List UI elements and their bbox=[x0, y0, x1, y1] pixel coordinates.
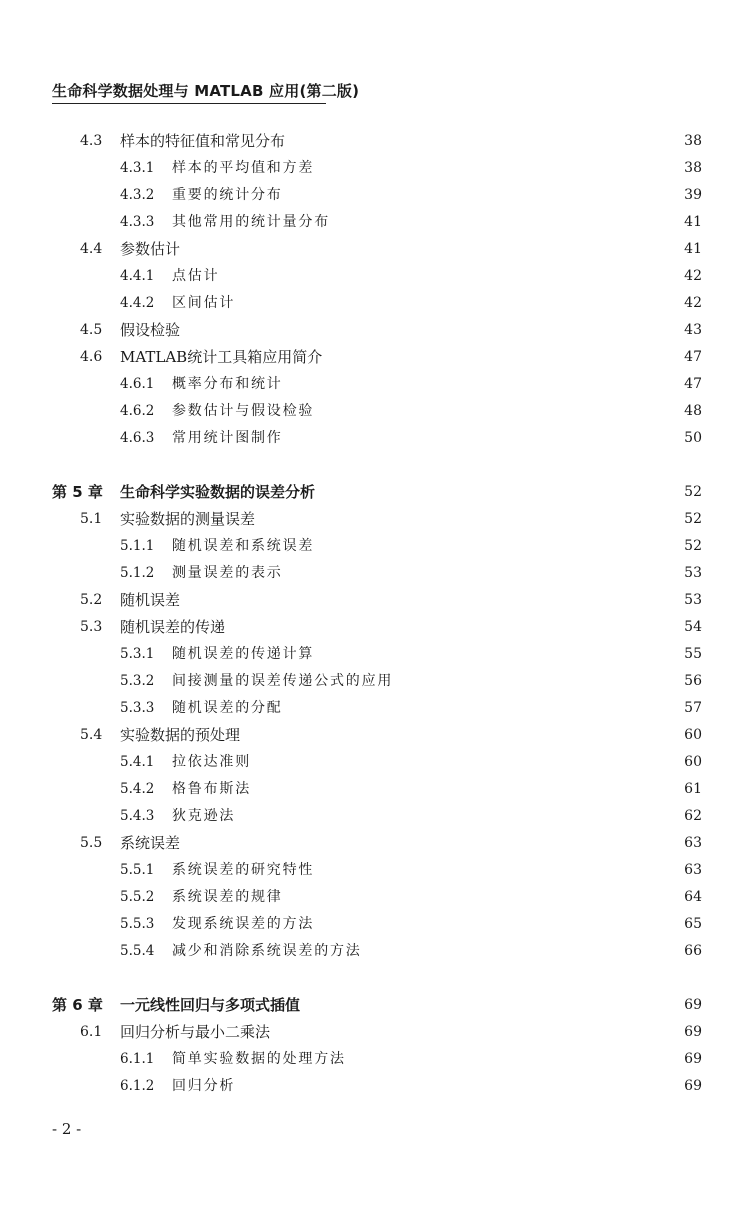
toc-entry-page: 52 bbox=[684, 484, 702, 500]
toc-entry-title: 参数估计 bbox=[120, 240, 181, 258]
toc-entry-title: 样本的平均值和方差 bbox=[172, 160, 315, 176]
toc-entry-page: 65 bbox=[684, 916, 702, 932]
toc-leader-dots bbox=[293, 371, 676, 398]
toc-leader-dots bbox=[293, 884, 676, 911]
toc-entry-number: 4.3.1 bbox=[120, 160, 155, 176]
toc-chapter[interactable] bbox=[0, 992, 750, 1019]
toc-entry-number: 5.5.3 bbox=[120, 916, 155, 932]
toc-entry-number: 5.4.3 bbox=[120, 808, 155, 824]
toc-entry[interactable] bbox=[0, 749, 750, 776]
toc-entry[interactable] bbox=[0, 641, 750, 668]
toc-leader-dots bbox=[261, 749, 676, 776]
page-number: - 2 - bbox=[52, 1120, 82, 1138]
toc-entry[interactable] bbox=[0, 1046, 750, 1073]
toc-leader-dots bbox=[310, 992, 676, 1019]
toc-entry[interactable] bbox=[0, 884, 750, 911]
toc-entry-number: 5.3 bbox=[80, 619, 103, 635]
toc-entry-title: 狄克逊法 bbox=[172, 808, 236, 824]
toc-entry-page: 69 bbox=[684, 1051, 702, 1067]
toc-entry[interactable] bbox=[0, 533, 750, 560]
toc-leader-dots bbox=[293, 425, 676, 452]
toc-entry-title: 随机误差的分配 bbox=[172, 700, 283, 716]
toc-entry[interactable] bbox=[0, 830, 750, 857]
toc-leader-dots bbox=[324, 155, 676, 182]
toc-entry-page: 43 bbox=[684, 322, 702, 338]
toc-entry[interactable] bbox=[0, 236, 750, 263]
toc-entry-number: 4.3 bbox=[80, 133, 103, 149]
toc-entry-page: 53 bbox=[684, 565, 702, 581]
toc-entry-title: 重要的统计分布 bbox=[172, 187, 283, 203]
toc-entry-number: 4.6.2 bbox=[120, 403, 155, 419]
toc-leader-dots bbox=[324, 398, 676, 425]
toc-entry-page: 52 bbox=[684, 538, 702, 554]
toc-entry-title: 格鲁布斯法 bbox=[172, 781, 251, 797]
toc-entry-page: 42 bbox=[684, 295, 702, 311]
toc-entry-page: 60 bbox=[684, 727, 702, 743]
toc-entry[interactable] bbox=[0, 182, 750, 209]
toc-leader-dots bbox=[245, 290, 676, 317]
toc-entry-page: 63 bbox=[684, 862, 702, 878]
toc-leader-dots bbox=[190, 236, 676, 263]
toc-entry-page: 56 bbox=[684, 673, 702, 689]
toc-entry-page: 39 bbox=[684, 187, 702, 203]
toc-leader-dots bbox=[245, 1073, 676, 1100]
toc-entry[interactable] bbox=[0, 1019, 750, 1046]
toc-entry-number: 5.1.1 bbox=[120, 538, 155, 554]
toc-entry[interactable] bbox=[0, 344, 750, 371]
toc-leader-dots bbox=[332, 344, 676, 371]
toc-entry-number: 5.4.2 bbox=[120, 781, 155, 797]
toc-entry-page: 69 bbox=[684, 1078, 702, 1094]
toc-leader-dots bbox=[250, 722, 676, 749]
toc-entry-title: MATLAB统计工具箱应用简介 bbox=[120, 348, 323, 366]
toc-entry-title: 概率分布和统计 bbox=[172, 376, 283, 392]
toc-entry-title: 系统误差 bbox=[120, 834, 181, 852]
toc-entry-page: 52 bbox=[684, 511, 702, 527]
toc-entry-number: 4.4.1 bbox=[120, 268, 155, 284]
toc-entry[interactable] bbox=[0, 398, 750, 425]
toc-leader-dots bbox=[325, 479, 676, 506]
toc-entry-number: 5.1 bbox=[80, 511, 103, 527]
toc-entry-number: 5.3.1 bbox=[120, 646, 155, 662]
toc-entry-number: 5.4 bbox=[80, 727, 103, 743]
toc-entry-title: 常用统计图制作 bbox=[172, 430, 283, 446]
toc-entry-number: 5.5.2 bbox=[120, 889, 155, 905]
toc-entry-page: 64 bbox=[684, 889, 702, 905]
toc-leader-dots bbox=[190, 830, 676, 857]
toc-leader-dots bbox=[340, 209, 676, 236]
toc-chapter[interactable] bbox=[0, 479, 750, 506]
toc-entry-title: 区间估计 bbox=[172, 295, 236, 311]
toc-leader-dots bbox=[324, 857, 676, 884]
toc-leader-dots bbox=[324, 911, 676, 938]
toc-entry-title: 间接测量的误差传递公式的应用 bbox=[172, 673, 394, 689]
toc-entry[interactable] bbox=[0, 155, 750, 182]
toc-entry-page: 53 bbox=[684, 592, 702, 608]
toc-entry-number: 4.3.3 bbox=[120, 214, 155, 230]
toc-entry-page: 66 bbox=[684, 943, 702, 959]
toc-entry[interactable] bbox=[0, 695, 750, 722]
toc-entry-page: 50 bbox=[684, 430, 702, 446]
toc-entry-page: 55 bbox=[684, 646, 702, 662]
toc-entry-title: 点估计 bbox=[172, 268, 220, 284]
toc-entry-page: 60 bbox=[684, 754, 702, 770]
toc-entry-page: 47 bbox=[684, 349, 702, 365]
toc-leader-dots bbox=[293, 695, 676, 722]
toc-entry-title: 随机误差和系统误差 bbox=[172, 538, 315, 554]
toc-entry[interactable] bbox=[0, 560, 750, 587]
running-header: 生命科学数据处理与 MATLAB 应用(第二版) bbox=[52, 82, 360, 100]
toc-entry-title: 拉依达准则 bbox=[172, 754, 251, 770]
toc-entry-number: 6.1.2 bbox=[120, 1078, 155, 1094]
toc-entry-page: 54 bbox=[684, 619, 702, 635]
toc-entry-number: 4.5 bbox=[80, 322, 103, 338]
toc-entry-title: 简单实验数据的处理方法 bbox=[172, 1051, 346, 1067]
toc-entry-page: 63 bbox=[684, 835, 702, 851]
toc-leader-dots bbox=[190, 317, 676, 344]
toc-leader-dots bbox=[235, 614, 676, 641]
toc-entry[interactable] bbox=[0, 263, 750, 290]
toc-entry-page: 61 bbox=[684, 781, 702, 797]
toc-leader-dots bbox=[372, 938, 676, 965]
toc-entry[interactable] bbox=[0, 128, 750, 155]
toc-entry[interactable] bbox=[0, 209, 750, 236]
toc-entry-title: 系统误差的规律 bbox=[172, 889, 283, 905]
toc-entry-title: 随机误差 bbox=[120, 591, 181, 609]
toc-entry[interactable] bbox=[0, 722, 750, 749]
toc-entry-page: 38 bbox=[684, 133, 702, 149]
toc-entry-title: 测量误差的表示 bbox=[172, 565, 283, 581]
toc-entry-number: 6.1 bbox=[80, 1024, 103, 1040]
toc-entry[interactable] bbox=[0, 587, 750, 614]
toc-entry[interactable] bbox=[0, 668, 750, 695]
toc-entry-number: 4.6 bbox=[80, 349, 103, 365]
toc-entry[interactable] bbox=[0, 911, 750, 938]
toc-entry-title: 参数估计与假设检验 bbox=[172, 403, 315, 419]
toc-entry-title: 实验数据的测量误差 bbox=[120, 510, 256, 528]
toc-entry[interactable] bbox=[0, 938, 750, 965]
toc-leader-dots bbox=[295, 128, 676, 155]
toc-leader-dots bbox=[229, 263, 676, 290]
toc-entry-number: 第 6 章 bbox=[52, 996, 103, 1014]
toc-entry-title: 随机误差的传递计算 bbox=[172, 646, 315, 662]
toc-entry-title: 回归分析 bbox=[172, 1078, 236, 1094]
toc-leader-dots bbox=[324, 533, 676, 560]
toc-entry-page: 42 bbox=[684, 268, 702, 284]
toc-entry-number: 第 5 章 bbox=[52, 483, 103, 501]
toc-entry-title: 一元线性回归与多项式插值 bbox=[120, 996, 301, 1014]
toc-entry-page: 57 bbox=[684, 700, 702, 716]
toc-entry[interactable] bbox=[0, 803, 750, 830]
toc-entry-number: 4.3.2 bbox=[120, 187, 155, 203]
toc-entry-number: 4.4.2 bbox=[120, 295, 155, 311]
toc-leader-dots bbox=[261, 776, 676, 803]
toc-entry-number: 5.5.1 bbox=[120, 862, 155, 878]
toc-entry-title: 生命科学实验数据的误差分析 bbox=[120, 483, 316, 501]
toc-entry-number: 5.5 bbox=[80, 835, 103, 851]
toc-leader-dots bbox=[293, 560, 676, 587]
toc-entry[interactable] bbox=[0, 425, 750, 452]
toc-entry-title: 发现系统误差的方法 bbox=[172, 916, 315, 932]
toc-entry-title: 假设检验 bbox=[120, 321, 181, 339]
toc-leader-dots bbox=[265, 506, 676, 533]
toc-leader-dots bbox=[356, 1046, 676, 1073]
toc-entry-title: 样本的特征值和常见分布 bbox=[120, 132, 286, 150]
toc-leader-dots bbox=[245, 803, 676, 830]
toc-leader-dots bbox=[403, 668, 676, 695]
toc-entry-page: 62 bbox=[684, 808, 702, 824]
toc-entry-number: 5.3.2 bbox=[120, 673, 155, 689]
toc-entry-page: 38 bbox=[684, 160, 702, 176]
toc-entry-page: 48 bbox=[684, 403, 702, 419]
toc-entry-title: 系统误差的研究特性 bbox=[172, 862, 315, 878]
toc-entry-page: 69 bbox=[684, 997, 702, 1013]
toc-entry[interactable] bbox=[0, 614, 750, 641]
toc-entry-number: 5.1.2 bbox=[120, 565, 155, 581]
toc-entry-page: 41 bbox=[684, 241, 702, 257]
toc-entry-number: 5.2 bbox=[80, 592, 103, 608]
toc-leader-dots bbox=[324, 641, 676, 668]
toc-entry-page: 41 bbox=[684, 214, 702, 230]
toc-entry[interactable] bbox=[0, 506, 750, 533]
toc-leader-dots bbox=[190, 587, 676, 614]
toc-entry-number: 4.6.3 bbox=[120, 430, 155, 446]
toc-entry-title: 回归分析与最小二乘法 bbox=[120, 1023, 271, 1041]
toc-entry[interactable] bbox=[0, 1073, 750, 1100]
toc-entry[interactable] bbox=[0, 371, 750, 398]
toc-entry-number: 4.4 bbox=[80, 241, 103, 257]
toc-entry-number: 5.3.3 bbox=[120, 700, 155, 716]
toc-leader-dots bbox=[280, 1019, 676, 1046]
toc-entry-title: 减少和消除系统误差的方法 bbox=[172, 943, 362, 959]
toc-entry-title: 其他常用的统计量分布 bbox=[172, 214, 330, 230]
toc-entry-number: 5.4.1 bbox=[120, 754, 155, 770]
toc-entry[interactable] bbox=[0, 317, 750, 344]
toc-entry[interactable] bbox=[0, 290, 750, 317]
toc-leader-dots bbox=[293, 182, 676, 209]
toc-entry-page: 69 bbox=[684, 1024, 702, 1040]
toc-entry-number: 4.6.1 bbox=[120, 376, 155, 392]
toc-entry-number: 6.1.1 bbox=[120, 1051, 155, 1067]
toc-entry-title: 随机误差的传递 bbox=[120, 618, 226, 636]
toc-entry-page: 47 bbox=[684, 376, 702, 392]
toc-entry[interactable] bbox=[0, 857, 750, 884]
toc-entry-title: 实验数据的预处理 bbox=[120, 726, 241, 744]
toc-entry[interactable] bbox=[0, 776, 750, 803]
toc-entry-number: 5.5.4 bbox=[120, 943, 155, 959]
